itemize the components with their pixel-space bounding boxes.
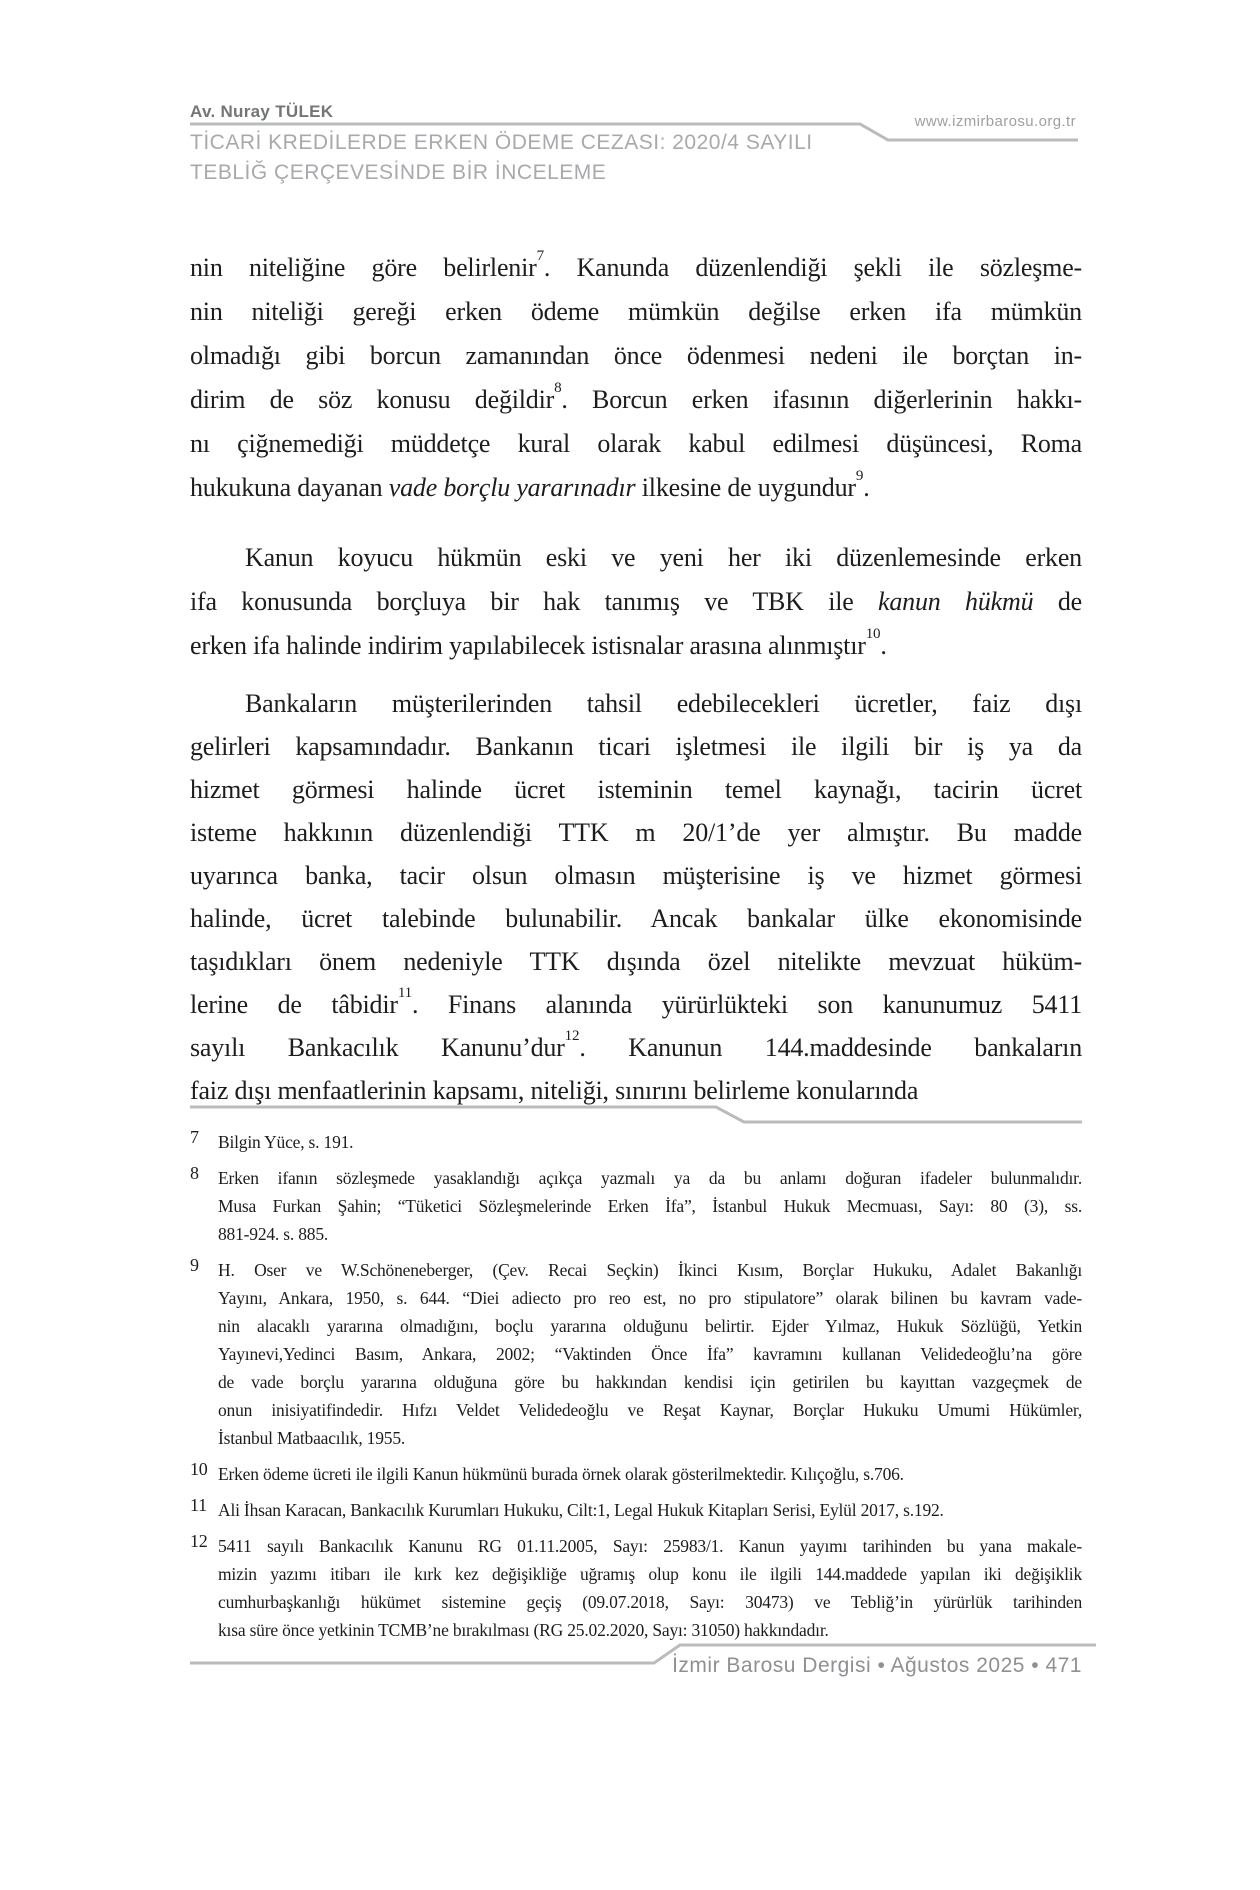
footnote-reference: 9 xyxy=(855,467,864,484)
footnote-reference: 8 xyxy=(554,379,562,396)
text-run: . Borcun erken ifasının diğerlerinin hakkı- xyxy=(561,385,1082,414)
text-run: nı çiğnemediği müddetçe kural olarak kabul edilmesi düşüncesi, Roma xyxy=(190,429,1082,458)
text-run: dirim de söz konusu değildir xyxy=(190,385,555,414)
text-run: halinde, ücret talebinde bulunabilir. Ancak bankalar ülke ekonomisinde xyxy=(190,904,1082,933)
text-run: lerine de tâbidir xyxy=(190,990,398,1019)
text-run: de xyxy=(1033,587,1082,616)
article-title-line1: TİCARİ KREDİLERDE ERKEN ÖDEME CEZASI: 2020/4 SAYILI xyxy=(190,131,813,154)
footnote-number: 12 xyxy=(190,1531,208,1551)
footnote-line: İstanbul Matbaacılık, 1955. xyxy=(218,1428,406,1448)
footnote-number: 11 xyxy=(190,1495,207,1515)
text-run: sayılı Bankacılık Kanunu’dur xyxy=(190,1033,565,1062)
text-run: . Kanunda düzenlendiği şekli ile sözleşme- xyxy=(543,253,1082,282)
text-run: ilkesine de uygundur xyxy=(635,473,856,502)
text-line xyxy=(190,725,1082,768)
footer-text: İzmir Barosu Dergisi • Ağustos 2025 • 471 xyxy=(672,1654,1082,1677)
text-run: taşıdıkları önem nedeniyle TTK dışında özel nitelikte mevzuat hüküm- xyxy=(190,947,1082,976)
footnote-reference: 7 xyxy=(536,247,544,264)
footnote-number: 8 xyxy=(190,1163,199,1183)
text-run: . xyxy=(863,473,870,502)
text-run: nin niteliği gereği erken ödeme mümkün değilse erken ifa mümkün xyxy=(190,297,1082,326)
italic-phrase: vade borçlu yararınadır xyxy=(388,473,636,502)
text-line xyxy=(190,940,1082,983)
footnote-line: mizin yazımı itibarı ile kırk kez değişikliğe uğramış olup konu ile ilgili 144.maddede yapılan iki değişiklik xyxy=(218,1564,1082,1584)
footnote-reference: 12 xyxy=(564,1027,580,1044)
footnote xyxy=(190,1164,1082,1248)
text-line xyxy=(190,897,1082,940)
footnotes xyxy=(190,1128,1082,1652)
site-url: www.izmirbarosu.org.tr xyxy=(914,113,1076,130)
text-line xyxy=(190,536,1082,580)
text-run: Bankaların müşterilerinden tahsil edebilecekleri ücretler, faiz dışı xyxy=(245,689,1082,718)
text-run: hizmet görmesi halinde ücret isteminin temel kaynağı, tacirin ücret xyxy=(190,775,1082,804)
footnote-line: Ali İhsan Karacan, Bankacılık Kurumları Hukuku, Cilt:1, Legal Hukuk Kitapları Serisi, Eylül 2017, s.192. xyxy=(218,1500,944,1520)
text-run: . Finans alanında yürürlükteki son kanunumuz 5411 xyxy=(411,990,1082,1019)
footnote-line: Bilgin Yüce, s. 191. xyxy=(218,1132,354,1152)
footnote-line: de vade borçlu yararına olduğuna göre bu hakkından kendisi için getirilen bu kayıttan vazgeçmek de xyxy=(218,1372,1082,1392)
footnote-line: cumhurbaşkanlığı hükümet sistemine geçiş (09.07.2018, Sayı: 30473) ve Tebliğ’in yürürlük tarihinden xyxy=(218,1592,1082,1612)
text-line xyxy=(190,378,1082,422)
text-line xyxy=(190,246,1082,290)
text-line xyxy=(190,768,1082,811)
text-line xyxy=(190,624,1082,668)
text-run: Kanun koyucu hükmün eski ve yeni her iki düzenlemesinde erken xyxy=(245,543,1082,572)
footnote xyxy=(190,1496,1082,1524)
body-paragraph xyxy=(190,536,1082,668)
footnote xyxy=(190,1460,1082,1488)
footnote-line: Musa Furkan Şahin; “Tüketici Sözleşmelerinde Erken İfa”, İstanbul Hukuk Mecmuası, Sayı: 80 (3), ss. xyxy=(218,1196,1082,1216)
text-line xyxy=(190,1069,1082,1112)
text-run: nin niteliğine göre belirlenir xyxy=(190,253,537,282)
footnote-line: Erken ifanın sözleşmede yasaklandığı açıkça yazmalı ya da bu anlamı doğuran ifadeler bulunmalıdır. xyxy=(218,1168,1082,1188)
text-line xyxy=(190,422,1082,466)
text-line xyxy=(190,466,1082,510)
body-text xyxy=(190,246,1082,1112)
footnote-line: kısa süre önce yetkinin TCMB’ne bırakılması (RG 25.02.2020, Sayı: 31050) hakkındadır. xyxy=(218,1620,829,1640)
body-paragraph xyxy=(190,682,1082,1112)
text-run: . Kanunun 144.maddesinde bankaların xyxy=(579,1033,1083,1062)
footnote-number: 9 xyxy=(190,1255,199,1275)
footnote-line: Erken ödeme ücreti ile ilgili Kanun hükmünü burada örnek olarak gösterilmektedir. Kılıçoğlu, s.706. xyxy=(218,1464,904,1484)
text-run: hukukuna dayanan xyxy=(190,473,389,502)
author-name: Av. Nuray TÜLEK xyxy=(190,102,334,121)
footnote-line: 881-924. s. 885. xyxy=(218,1224,329,1244)
text-run: ifa konusunda borçluya bir hak tanımış ve TBK ile xyxy=(190,587,879,616)
article-title-line2: TEBLİĞ ÇERÇEVESİNDE BİR İNCELEME xyxy=(190,161,607,184)
footnote-line: Yayınevi,Yedinci Basım, Ankara, 2002; “Vaktinden Önce İfa” kavramını kullanan Velidedeoğlu’na göre xyxy=(218,1344,1082,1364)
footnote xyxy=(190,1128,1082,1156)
footnote xyxy=(190,1532,1082,1644)
text-line xyxy=(190,334,1082,378)
text-line xyxy=(190,580,1082,624)
text-run: . xyxy=(880,631,887,660)
footnote-line: 5411 sayılı Bankacılık Kanunu RG 01.11.2005, Sayı: 25983/1. Kanun yayımı tarihinden bu yana makale- xyxy=(218,1536,1082,1556)
text-run: uyarınca banka, tacir olsun olmasın müşterisine iş ve hizmet görmesi xyxy=(190,861,1082,890)
text-line xyxy=(190,983,1082,1026)
footnote-line: Yayını, Ankara, 1950, s. 644. “Diei adiecto pro reo est, no pro stipulatore” olarak bilinen bu kavram vade- xyxy=(218,1288,1082,1308)
footnote-number: 10 xyxy=(190,1459,208,1479)
text-run: gelirleri kapsamındadır. Bankanın ticari işletmesi ile ilgili bir iş ya da xyxy=(190,732,1082,761)
text-run: faiz dışı menfaatlerinin kapsamı, niteliği, sınırını belirleme konularında xyxy=(190,1076,919,1105)
text-run: erken ifa halinde indirim yapılabilecek istisnalar arasına alınmıştır xyxy=(190,631,866,660)
italic-phrase: kanun hükmü xyxy=(878,587,1034,616)
article-title xyxy=(190,128,1010,188)
text-line xyxy=(190,290,1082,334)
text-line xyxy=(190,1026,1082,1069)
text-run: olmadığı gibi borcun zamanından önce ödenmesi nedeni ile borçtan in- xyxy=(190,341,1082,370)
footnote-reference: 10 xyxy=(865,625,881,642)
footnote-line: H. Oser ve W.Schöneneberger, (Çev. Recai Seçkin) İkinci Kısım, Borçlar Hukuku, Adalet Bakanlığı xyxy=(218,1260,1082,1280)
body-paragraph xyxy=(190,246,1082,510)
text-line xyxy=(190,811,1082,854)
footnote-number: 7 xyxy=(190,1127,199,1147)
footnote-line: onun inisiyatifindedir. Hıfzı Veldet Velidedeoğlu ve Reşat Kaynar, Borçlar Hukuku Umumi Hükümler, xyxy=(218,1400,1082,1420)
text-run: isteme hakkının düzenlendiği TTK m 20/1’de yer almıştır. Bu madde xyxy=(190,818,1082,847)
text-line xyxy=(190,854,1082,897)
footnote-reference: 11 xyxy=(397,984,412,1001)
text-line xyxy=(190,682,1082,725)
footnote-line: nin alacaklı yararına olmadığını, boçlu yararına olduğunu belirtir. Ejder Yılmaz, Hukuk Sözlüğü, Yetkin xyxy=(218,1316,1082,1336)
footnote xyxy=(190,1256,1082,1452)
